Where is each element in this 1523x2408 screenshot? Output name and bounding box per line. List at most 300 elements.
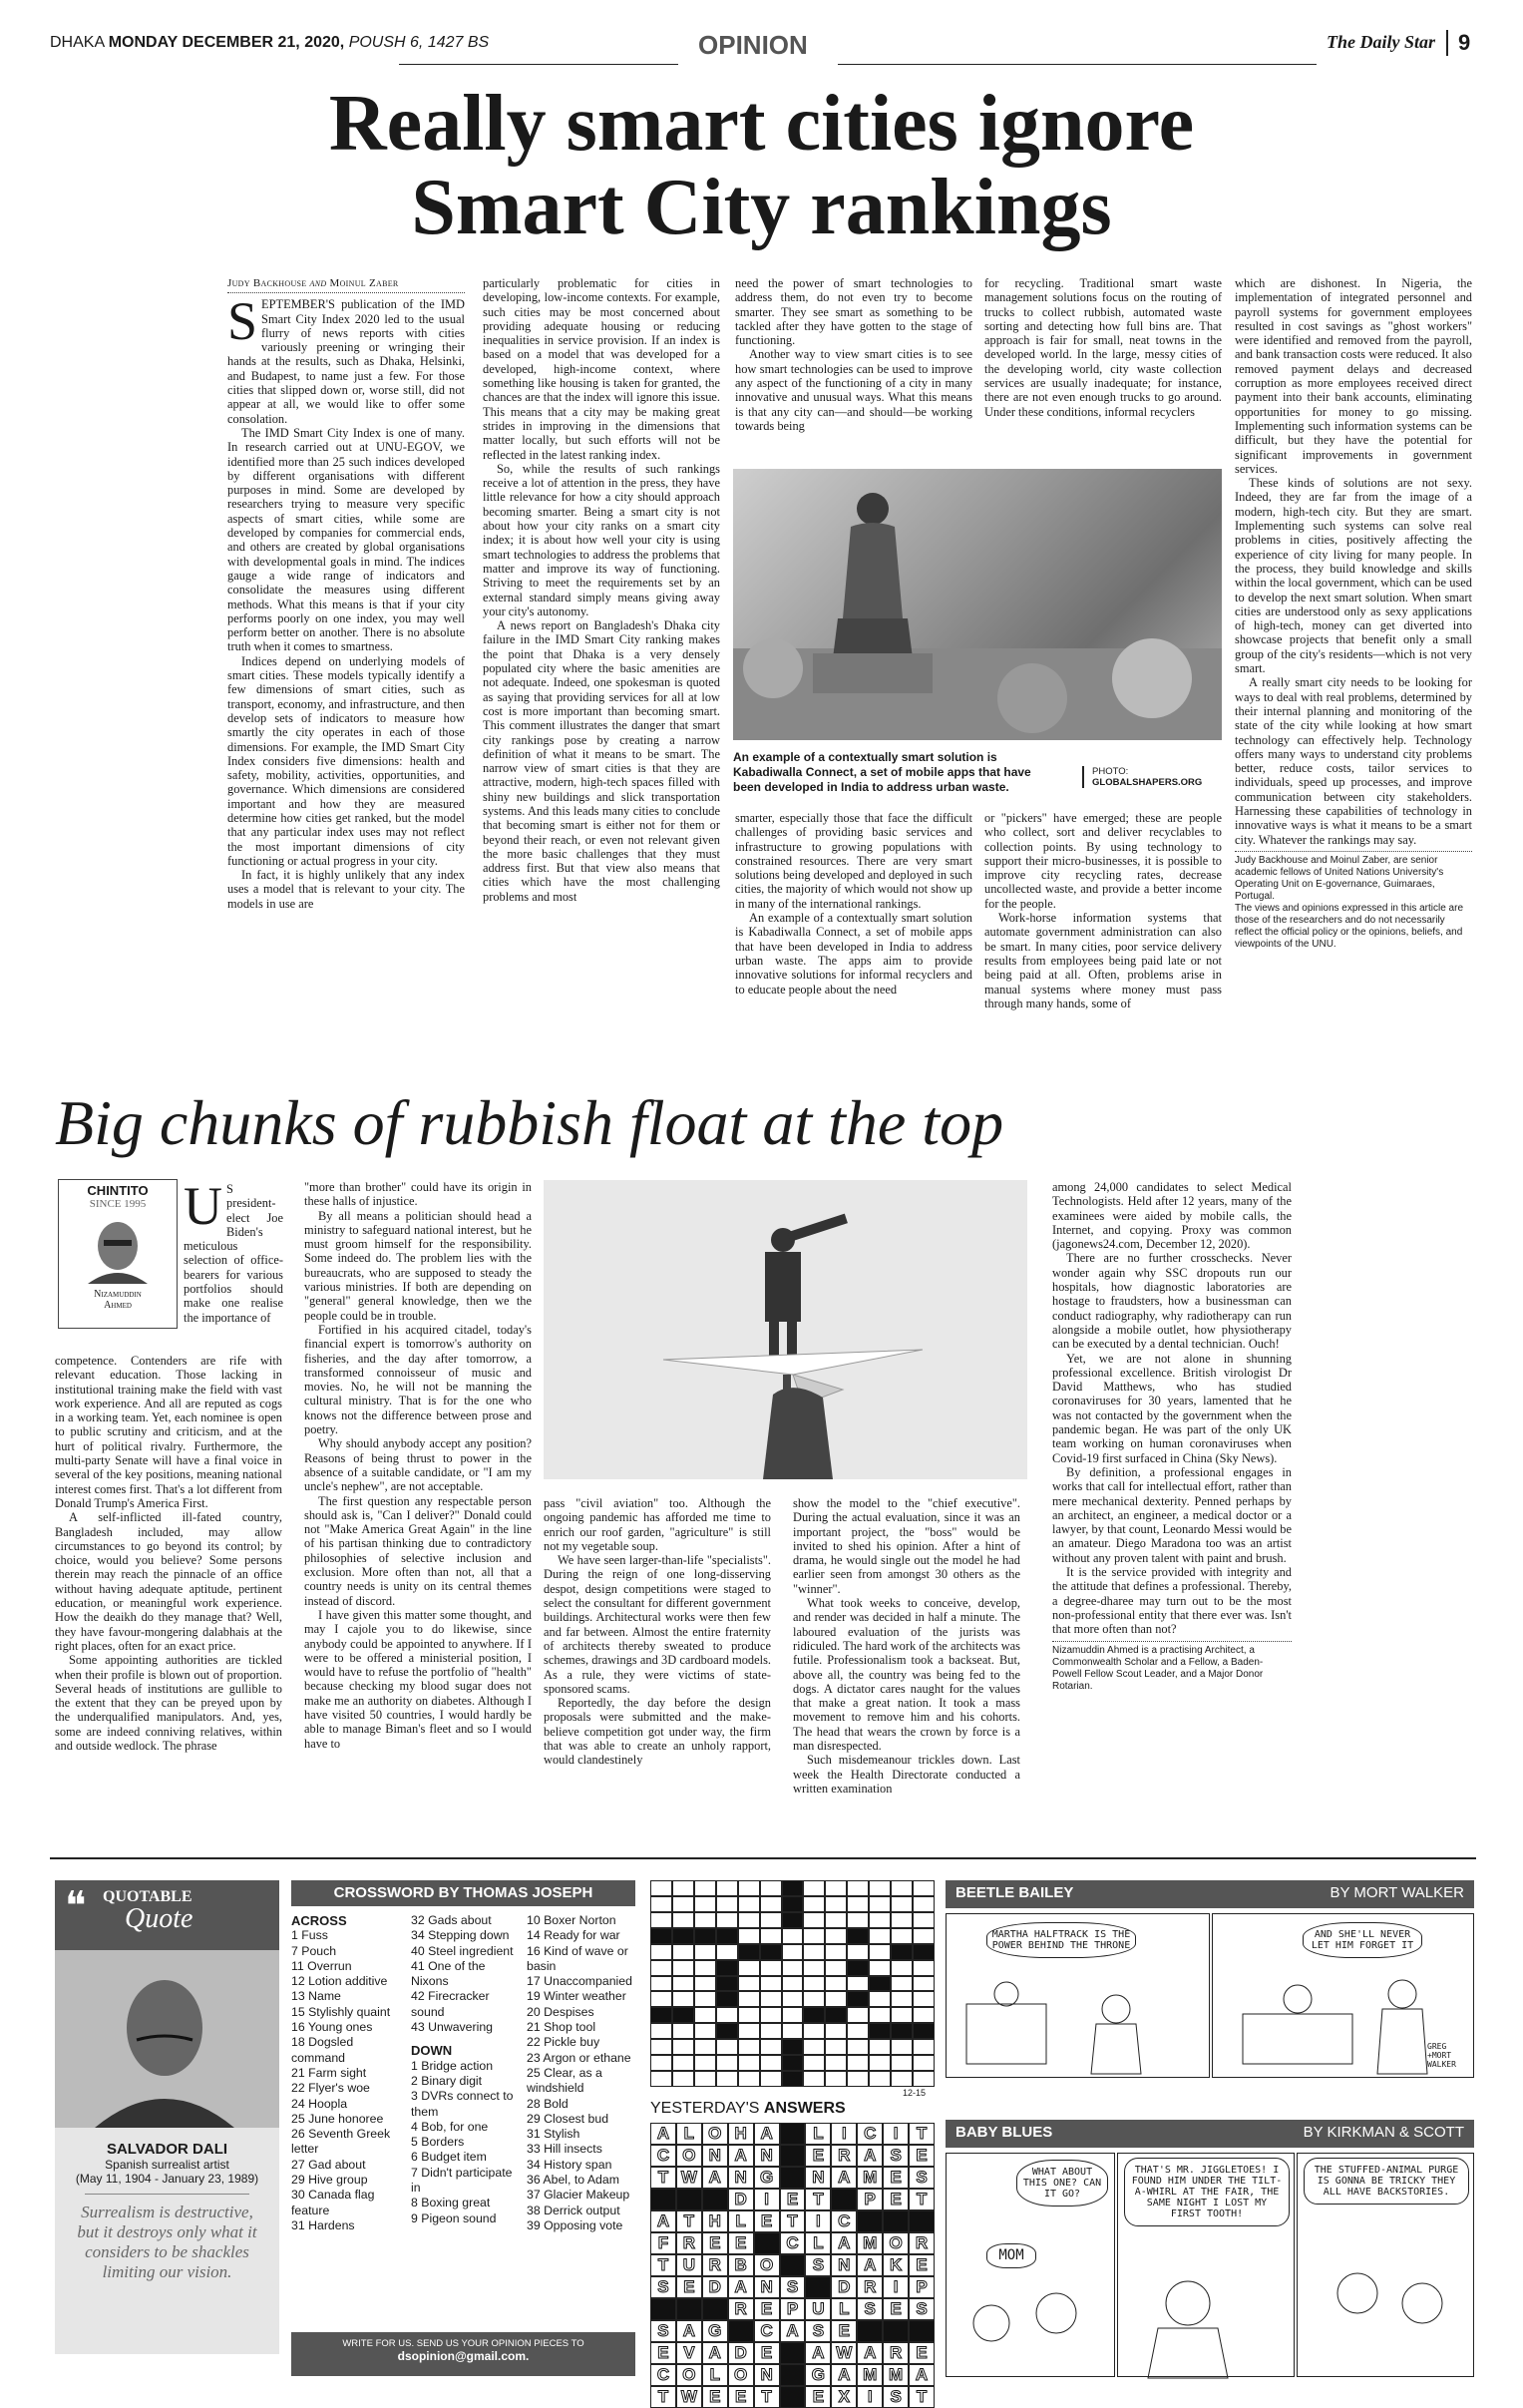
paragraph: which are dishonest. In Nigeria, the implementation of integrated personnel and payroll systems for government employees resulted in cost savings as "ghost workers" were identified and removed from the payroll, and bank transaction costs were reduced. It also removed payment delays and decreased corruption as more employees received direct payment into their bank accounts, eliminating opportunities for money to go missing. Implementing such information systems can be difficult, but they have the potential for significant improvements in government services. bbox=[1235, 276, 1472, 476]
crossword-cell[interactable] bbox=[782, 1928, 804, 1944]
article1-byline bbox=[227, 276, 465, 293]
crossword-cell[interactable] bbox=[672, 2023, 694, 2039]
crossword-cell[interactable] bbox=[825, 1912, 847, 1928]
answer-cell bbox=[909, 2320, 935, 2342]
crossword-cell[interactable] bbox=[803, 2039, 825, 2055]
crossword-cell[interactable] bbox=[738, 1880, 760, 1896]
crossword-cell[interactable] bbox=[825, 2055, 847, 2071]
crossword-cell[interactable] bbox=[913, 1991, 935, 2007]
crossword-cell[interactable] bbox=[869, 2055, 891, 2071]
clue: 30 Canada flag feature bbox=[291, 2188, 375, 2217]
answer-cell: M bbox=[857, 2167, 883, 2189]
paragraph: competence. Contenders are rife with relevant education. Those lacking in institutional training make the field with vast work experience. And all are reputed as cogs in a working team. Yet, each nominee is open to public scrutiny and criticism, and at the hurt of political rivalry. Furthermore, the multi-party Senate will have a final voice in several of the key positions, meaning national interest comes first. That's a lot different from Donald Trump's America First. bbox=[55, 1354, 282, 1510]
crossword-cell[interactable] bbox=[694, 2007, 716, 2023]
crossword-cell[interactable] bbox=[782, 1944, 804, 1960]
crossword-cell[interactable] bbox=[869, 1944, 891, 1960]
answer-cell: O bbox=[676, 2364, 702, 2386]
crossword-cell[interactable] bbox=[803, 1880, 825, 1896]
crossword-cell[interactable] bbox=[825, 1928, 847, 1944]
answer-cell bbox=[909, 2210, 935, 2232]
crossword-cell[interactable] bbox=[738, 1991, 760, 2007]
crossword-cell[interactable] bbox=[803, 1991, 825, 2007]
crossword-cell[interactable] bbox=[694, 1960, 716, 1976]
crossword-cell[interactable] bbox=[650, 2055, 672, 2071]
author-b: Moinul Zaber bbox=[329, 277, 399, 289]
crossword-cell bbox=[782, 2039, 804, 2055]
crossword-cell[interactable] bbox=[803, 1960, 825, 1976]
crossword-cell[interactable] bbox=[760, 2039, 782, 2055]
clue: 4 Bob, for one bbox=[411, 2119, 489, 2134]
crossword-cell[interactable] bbox=[694, 2039, 716, 2055]
crossword-cell[interactable] bbox=[825, 1960, 847, 1976]
answer-cell: T bbox=[650, 2386, 676, 2408]
clue: 1 Fuss bbox=[291, 1928, 328, 1943]
crossword-cell[interactable] bbox=[716, 2055, 738, 2071]
crossword-cell[interactable] bbox=[891, 2055, 913, 2071]
paragraph: need the power of smart technologies to address them, do not even try to become smarter. They see smart as something to be tackled after they have gotten to the stage of functioning. bbox=[735, 276, 972, 348]
crossword-cell[interactable] bbox=[803, 1912, 825, 1928]
answer-cell: N bbox=[805, 2167, 831, 2189]
crossword-cell[interactable] bbox=[847, 1944, 869, 1960]
masthead-logo: The Daily Star bbox=[1327, 32, 1436, 52]
crossword-cell[interactable] bbox=[694, 1896, 716, 1912]
answer-cell: A bbox=[702, 2167, 728, 2189]
crossword-cell bbox=[847, 1960, 869, 1976]
speech-bubble: THE STUFFED-ANIMAL PURGE IS GONNA BE TRICKY THEY ALL HAVE BACKSTORIES. bbox=[1304, 2158, 1469, 2205]
crossword-cell[interactable] bbox=[891, 2071, 913, 2087]
crossword-cell[interactable] bbox=[913, 2007, 935, 2023]
crossword-cell[interactable] bbox=[891, 1928, 913, 1944]
crossword-header bbox=[291, 1880, 635, 1906]
answer-cell bbox=[805, 2276, 831, 2298]
paragraph bbox=[184, 1176, 283, 1325]
speech-bubble: WHAT ABOUT THIS ONE? CAN IT GO? bbox=[1016, 2160, 1108, 2207]
crossword-cell[interactable] bbox=[738, 1912, 760, 1928]
disclaimer: The views and opinions expressed in this article are those of the researchers and do not necessarily reflect the official policy or the opinions, beliefs, and viewpoints of the UNU. bbox=[1235, 902, 1464, 950]
answer-cell: D bbox=[728, 2189, 754, 2210]
crossword-cell[interactable] bbox=[913, 2071, 935, 2087]
crossword-cell[interactable] bbox=[847, 2023, 869, 2039]
crossword-cell[interactable] bbox=[694, 1991, 716, 2007]
across-label: ACROSS bbox=[291, 1913, 347, 1928]
crossword-cell[interactable] bbox=[891, 2039, 913, 2055]
answer-cell: E bbox=[728, 2232, 754, 2254]
answer-cell bbox=[650, 2189, 676, 2210]
answer-cell: E bbox=[780, 2189, 806, 2210]
article1-headline bbox=[0, 82, 1523, 249]
crossword-cell[interactable] bbox=[782, 1991, 804, 2007]
clue: 16 Young ones bbox=[291, 2020, 373, 2035]
crossword-cell[interactable] bbox=[891, 1960, 913, 1976]
paragraph: So, while the results of such rankings receive a lot of attention in the press, they have little relevance for how a city should approach becoming smarter. Being a smart city is not about how your city ranks on a smart city index; it is about how well your city is using smart technologies to address the problems that matter and improve its way of functioning. Striving to meet the requirements set by an external standard simply means giving away your city's autonomy. bbox=[483, 461, 720, 618]
answer-cell: M bbox=[857, 2364, 883, 2386]
clue: 21 Farm sight bbox=[291, 2065, 367, 2080]
answer-cell: S bbox=[650, 2320, 676, 2342]
crossword-cell[interactable] bbox=[869, 1991, 891, 2007]
answer-cell bbox=[831, 2189, 857, 2210]
author-name-2: Ahmed bbox=[104, 1300, 132, 1311]
crossword-cell[interactable] bbox=[847, 2071, 869, 2087]
crossword-cell[interactable] bbox=[825, 1991, 847, 2007]
crossword-cell[interactable] bbox=[847, 2007, 869, 2023]
crossword-cell[interactable] bbox=[738, 2039, 760, 2055]
crossword-cell bbox=[672, 1928, 694, 1944]
crossword-grid[interactable] bbox=[650, 1880, 935, 2087]
clue: 43 Unwavering bbox=[411, 2020, 494, 2035]
answer-cell: C bbox=[754, 2320, 780, 2342]
crossword-cell[interactable] bbox=[716, 1912, 738, 1928]
crossword-cell[interactable] bbox=[891, 1880, 913, 1896]
answer-cell: S bbox=[909, 2298, 935, 2320]
write-for-us-text: WRITE FOR US. SEND US YOUR OPINION PIECES TO bbox=[342, 2338, 584, 2349]
article1-col4 bbox=[984, 276, 1222, 419]
paragraph: Reportedly, the day before the design proposals were submitted and the make-believe competition got under way, the firm that was able to create an unholy rapport, would clandestinely bbox=[544, 1696, 771, 1768]
clue: 41 One of the Nixons bbox=[411, 1958, 486, 1989]
crossword-cell[interactable] bbox=[650, 1991, 672, 2007]
crossword-cell[interactable] bbox=[803, 1896, 825, 1912]
article2-illustration bbox=[544, 1180, 1027, 1479]
crossword-cell[interactable] bbox=[803, 2023, 825, 2039]
answer-cell: L bbox=[805, 2123, 831, 2145]
answer-cell: T bbox=[650, 2254, 676, 2276]
crossword-cell[interactable] bbox=[694, 1912, 716, 1928]
crossword-cell[interactable] bbox=[694, 2071, 716, 2087]
crossword-cell bbox=[650, 1928, 672, 1944]
crossword-cell bbox=[847, 1928, 869, 1944]
crossword-cell[interactable] bbox=[891, 2007, 913, 2023]
crossword-cell[interactable] bbox=[716, 1880, 738, 1896]
speech-bubble: MARTHA HALFTRACK IS THE POWER BEHIND THE THRONE bbox=[986, 1922, 1136, 1958]
answer-cell: E bbox=[650, 2342, 676, 2364]
crossword-cell[interactable] bbox=[891, 1912, 913, 1928]
crossword-cell[interactable] bbox=[716, 2071, 738, 2087]
answer-cell: E bbox=[754, 2342, 780, 2364]
crossword-cell bbox=[716, 1928, 738, 1944]
answer-cell: I bbox=[883, 2123, 909, 2145]
crossword-cell[interactable] bbox=[782, 2023, 804, 2039]
quote-divider bbox=[85, 2194, 249, 2195]
crossword-cell[interactable] bbox=[650, 1944, 672, 1960]
clue: 21 Shop tool bbox=[527, 2020, 596, 2035]
crossword-cell[interactable] bbox=[847, 2039, 869, 2055]
crossword-cell[interactable] bbox=[650, 2023, 672, 2039]
crossword-cell[interactable] bbox=[913, 2039, 935, 2055]
crossword-cell bbox=[694, 1928, 716, 1944]
crossword-cell[interactable] bbox=[738, 1960, 760, 1976]
answer-cell: S bbox=[909, 2167, 935, 2189]
quote-text: Surrealism is destructive, but it destroys only what it considers to be shackles limiting our vision. bbox=[77, 2203, 257, 2281]
answer-cell bbox=[780, 2145, 806, 2167]
answer-cell: S bbox=[805, 2254, 831, 2276]
answer-cell: A bbox=[857, 2145, 883, 2167]
answer-cell: I bbox=[857, 2386, 883, 2408]
yesterday-label: YESTERDAY'S bbox=[650, 2100, 760, 2117]
crossword-cell[interactable] bbox=[891, 1896, 913, 1912]
answer-cell: E bbox=[909, 2254, 935, 2276]
crossword-cell[interactable] bbox=[760, 2007, 782, 2023]
crossword-cell[interactable] bbox=[803, 1928, 825, 1944]
crossword-cell[interactable] bbox=[913, 1928, 935, 1944]
crossword-cell[interactable] bbox=[716, 2007, 738, 2023]
crossword-cell[interactable] bbox=[913, 1912, 935, 1928]
crossword-cell[interactable] bbox=[782, 1960, 804, 1976]
crossword-cell[interactable] bbox=[672, 2039, 694, 2055]
answer-cell: E bbox=[728, 2386, 754, 2408]
crossword-cell[interactable] bbox=[803, 1976, 825, 1992]
crossword-cell[interactable] bbox=[803, 1944, 825, 1960]
baby-panel-3 bbox=[1297, 2153, 1474, 2377]
crossword-cell[interactable] bbox=[694, 1944, 716, 1960]
crossword-cell[interactable] bbox=[869, 1912, 891, 1928]
crossword-cell[interactable] bbox=[694, 2055, 716, 2071]
clue: 1 Bridge action bbox=[411, 2058, 494, 2073]
clue: 40 Steel ingredient bbox=[411, 1943, 514, 1958]
clue: 20 Despises bbox=[527, 2004, 594, 2019]
crossword-cell[interactable] bbox=[716, 1896, 738, 1912]
crossword-cell[interactable] bbox=[913, 1880, 935, 1896]
crossword-cell[interactable] bbox=[672, 1991, 694, 2007]
answer-cell: C bbox=[857, 2123, 883, 2145]
crossword-cell[interactable] bbox=[847, 1896, 869, 1912]
crossword-cell[interactable] bbox=[738, 2071, 760, 2087]
clue: 37 Glacier Makeup bbox=[527, 2188, 630, 2203]
write-for-us-email[interactable]: dsopinion@gmail.com. bbox=[397, 2349, 530, 2363]
crossword-cell[interactable] bbox=[672, 2055, 694, 2071]
crossword-cell[interactable] bbox=[869, 2007, 891, 2023]
crossword-cell[interactable] bbox=[738, 2023, 760, 2039]
crossword-cell[interactable] bbox=[869, 1928, 891, 1944]
crossword-cell[interactable] bbox=[650, 1912, 672, 1928]
clue: 19 Winter weather bbox=[527, 1989, 626, 2004]
paragraph: By definition, a professional engages in works that call for intellectual effort, rather than mere mechanical dexterity. Penned perhaps by an architect, an engineer, a medical doctor or a lawyer, by that count, Leonardo Messi would be an amateur. Diego Maradona too was an artist without any proven talent with paint and brush. bbox=[1052, 1464, 1292, 1565]
crossword-cell[interactable] bbox=[803, 2071, 825, 2087]
answer-cell: I bbox=[831, 2123, 857, 2145]
article2-col2 bbox=[304, 1180, 532, 1751]
answer-cell: S bbox=[650, 2276, 676, 2298]
answer-cell: R bbox=[728, 2298, 754, 2320]
column-name: CHINTITO bbox=[87, 1183, 149, 1198]
answer-cell: C bbox=[650, 2145, 676, 2167]
crossword-cell[interactable] bbox=[782, 1976, 804, 1992]
clues-col2 bbox=[411, 1913, 521, 2226]
answer-cell bbox=[780, 2123, 806, 2145]
crossword-cell[interactable] bbox=[672, 1976, 694, 1992]
crossword-cell[interactable] bbox=[672, 1896, 694, 1912]
crossword-cell[interactable] bbox=[869, 1896, 891, 1912]
crossword-cell[interactable] bbox=[869, 1880, 891, 1896]
answer-cell: D bbox=[728, 2342, 754, 2364]
crossword-cell[interactable] bbox=[869, 1960, 891, 1976]
crossword-cell[interactable] bbox=[913, 2055, 935, 2071]
crossword-cell[interactable] bbox=[694, 1880, 716, 1896]
paragraph: There are no further crosschecks. Never wonder again why SSC dropouts run our hospitals, how diagnostic laboratories are hostage to fraudsters, how a businessman can conduct radiography, why radiotherapy can run alongside a mobile outlet, how physiotherapy can be executed by a dental technician. Ouch! bbox=[1052, 1251, 1292, 1352]
paragraph: A self-inflicted ill-fated country, Bangladesh included, may allow circumstances to go beyond its control; by choice, would you believe? Some persons therein may reach the pinnacle of an office without having adequate aptitude, pertinent education, or meaningful work experience. How the deaikh do they manage that? Well, they have favour-mongering dalabhais at the right places, often for an exact price. bbox=[55, 1510, 282, 1653]
crossword-date-code: 12-15 bbox=[903, 2088, 927, 2098]
column-logo-box bbox=[58, 1179, 178, 1329]
crossword-cell[interactable] bbox=[760, 2055, 782, 2071]
crossword-cell[interactable] bbox=[760, 2023, 782, 2039]
clue: 31 Hardens bbox=[291, 2217, 355, 2232]
answer-cell: B bbox=[728, 2254, 754, 2276]
clue: 5 Borders bbox=[411, 2135, 465, 2150]
crossword-cell[interactable] bbox=[760, 1928, 782, 1944]
crossword-cell[interactable] bbox=[825, 2039, 847, 2055]
clue: 3 DVRs connect to them bbox=[411, 2089, 514, 2119]
down-label: DOWN bbox=[411, 2043, 453, 2059]
answer-cell bbox=[883, 2320, 909, 2342]
crossword-cell[interactable] bbox=[847, 2055, 869, 2071]
crossword-cell[interactable] bbox=[913, 1976, 935, 1992]
crossword-cell[interactable] bbox=[650, 1896, 672, 1912]
beetle-bailey-header bbox=[946, 1880, 1474, 1908]
answer-cell: T bbox=[754, 2386, 780, 2408]
answer-cell: A bbox=[831, 2364, 857, 2386]
crossword-cell[interactable] bbox=[694, 2023, 716, 2039]
quote-header bbox=[55, 1880, 279, 1950]
answer-cell: L bbox=[676, 2123, 702, 2145]
crossword-cell[interactable] bbox=[650, 1976, 672, 1992]
paragraph: By all means a politician should head a ministry to safeguard national interest, but he must groom himself for the responsibility. Some indeed do. The problem lies with the bureaucrats, who are supposed to steady the various ministries. If both are depending on "general" general knowledge, then we the people could be in trouble. bbox=[304, 1208, 532, 1323]
answer-cell: I bbox=[754, 2189, 780, 2210]
dropcap: S bbox=[227, 291, 258, 352]
clue: 17 Unaccompanied bbox=[527, 1974, 632, 1989]
crossword-cell[interactable] bbox=[869, 2039, 891, 2055]
clue: 8 Boxing great bbox=[411, 2196, 491, 2210]
crossword-cell[interactable] bbox=[672, 2071, 694, 2087]
answer-cell: A bbox=[728, 2145, 754, 2167]
answer-cell: S bbox=[805, 2320, 831, 2342]
answer-cell: A bbox=[702, 2342, 728, 2364]
answer-cell: C bbox=[780, 2232, 806, 2254]
crossword-cell[interactable] bbox=[891, 1991, 913, 2007]
answer-cell: O bbox=[676, 2145, 702, 2167]
crossword-cell[interactable] bbox=[825, 1976, 847, 1992]
crossword-cell[interactable] bbox=[672, 1912, 694, 1928]
crossword-cell[interactable] bbox=[913, 1960, 935, 1976]
dateline bbox=[50, 34, 489, 52]
crossword-cell[interactable] bbox=[716, 2039, 738, 2055]
crossword-cell[interactable] bbox=[672, 1944, 694, 1960]
answer-cell: V bbox=[676, 2342, 702, 2364]
crossword-cell[interactable] bbox=[825, 1880, 847, 1896]
answer-cell: O bbox=[883, 2232, 909, 2254]
crossword-cell[interactable] bbox=[738, 1896, 760, 1912]
speech-bubble: MOM bbox=[986, 2243, 1036, 2268]
crossword-cell[interactable] bbox=[650, 1960, 672, 1976]
answer-cell: L bbox=[831, 2298, 857, 2320]
down-clues-3 bbox=[527, 1913, 638, 2233]
crossword-cell[interactable] bbox=[738, 1928, 760, 1944]
crossword-cell[interactable] bbox=[760, 1976, 782, 1992]
answer-cell: C bbox=[831, 2210, 857, 2232]
crossword-cell[interactable] bbox=[782, 2007, 804, 2023]
crossword-cell[interactable] bbox=[913, 1896, 935, 1912]
clues-col1 bbox=[291, 1913, 406, 2233]
answer-cell bbox=[883, 2210, 909, 2232]
write-for-us-box bbox=[291, 2332, 635, 2376]
crossword-cell[interactable] bbox=[760, 1960, 782, 1976]
crossword-cell[interactable] bbox=[760, 1991, 782, 2007]
answer-cell: O bbox=[754, 2254, 780, 2276]
crossword-cell[interactable] bbox=[891, 1976, 913, 1992]
crossword-cell[interactable] bbox=[847, 1976, 869, 1992]
crossword-cell[interactable] bbox=[760, 2071, 782, 2087]
crossword-cell[interactable] bbox=[825, 2023, 847, 2039]
crossword-cell[interactable] bbox=[650, 1880, 672, 1896]
crossword-cell[interactable] bbox=[847, 1912, 869, 1928]
crossword-cell[interactable] bbox=[694, 1976, 716, 1992]
answer-cell: C bbox=[650, 2364, 676, 2386]
quote-mark-icon: ❝ bbox=[65, 1883, 87, 1928]
clue: 36 Abel, to Adam bbox=[527, 2173, 619, 2188]
crossword-cell[interactable] bbox=[825, 1896, 847, 1912]
answer-cell: P bbox=[909, 2276, 935, 2298]
clue: 39 Opposing vote bbox=[527, 2217, 623, 2232]
crossword-cell[interactable] bbox=[760, 1912, 782, 1928]
answer-cell: G bbox=[805, 2364, 831, 2386]
article2-col1-lead bbox=[184, 1176, 283, 1325]
crossword-cell[interactable] bbox=[760, 1880, 782, 1896]
author-note: Judy Backhouse and Moinul Zaber, are senior academic fellows of United Nations University's Operating Unit on E-governance, Guimaraes, Portugal. bbox=[1235, 854, 1444, 902]
answer-cell: M bbox=[883, 2364, 909, 2386]
paragraph: or "pickers" have emerged; these are people who collect, sort and deliver recyclables to collection points. By using technology to support their micro-businesses, it is possible to improve city recycling rates, decrease uncollected waste, and provide a better income for the people. bbox=[984, 811, 1222, 911]
paragraph: Another way to view smart cities is to see how smart technologies can be used to improve any aspect of the functioning of a city in many innovative and unusual ways. What this means is that any city can—and should—be working towards being bbox=[735, 347, 972, 433]
crossword-cell[interactable] bbox=[672, 1960, 694, 1976]
photo-illustration bbox=[733, 469, 1222, 740]
clue: 29 Closest bud bbox=[527, 2111, 609, 2126]
crossword-cell[interactable] bbox=[738, 2055, 760, 2071]
answer-cell bbox=[857, 2320, 883, 2342]
article2-col4 bbox=[793, 1496, 1020, 1796]
paragraph: These kinds of solutions are not sexy. Indeed, they are far from the image of a modern, high-tech city. But they are smart. Implementing such systems can solve real problems in cities, positively affecting the experience of city living for many people. In the process, they build knowledge and skills within the local government, which can be used to develop the next smart solution. When smart cities are understood only as sexy applications of high-tech, money can get diverted into showcase projects that benefit only a small group of the city's residents—which is not very smart. bbox=[1235, 476, 1472, 676]
answer-cell: M bbox=[857, 2232, 883, 2254]
crossword-cell[interactable] bbox=[738, 2007, 760, 2023]
answer-cell bbox=[650, 2298, 676, 2320]
answers-grid bbox=[650, 2123, 935, 2406]
answer-cell: E bbox=[909, 2342, 935, 2364]
clue: 28 Bold bbox=[527, 2096, 569, 2111]
clue: 14 Ready for war bbox=[527, 1928, 620, 1943]
paragraph: among 24,000 candidates to select Medical Technologists. Held after 12 years, many of the examinees were aided by mobile calls, the Internet, and copying. Proxy was common (jagonews24.com, December 12, 2020). bbox=[1052, 1180, 1292, 1252]
crossword-cell bbox=[782, 1896, 804, 1912]
paragraph: "more than brother" could have its origin in these halls of injustice. bbox=[304, 1180, 532, 1209]
crossword-cell[interactable] bbox=[869, 2071, 891, 2087]
answer-cell: R bbox=[909, 2232, 935, 2254]
answer-cell bbox=[702, 2298, 728, 2320]
crossword-cell[interactable] bbox=[760, 1896, 782, 1912]
answer-cell: U bbox=[805, 2298, 831, 2320]
crossword-cell[interactable] bbox=[738, 1976, 760, 1992]
crossword-cell[interactable] bbox=[650, 2039, 672, 2055]
speech-bubble: THAT'S MR. JIGGLETOES! I FOUND HIM UNDER THE TILT-A-WHIRL AT THE FAIR, THE SAME NIGHT I LOST MY FIRST TOOTH! bbox=[1124, 2158, 1290, 2226]
crossword-cell[interactable] bbox=[803, 2055, 825, 2071]
crossword-cell[interactable] bbox=[716, 1944, 738, 1960]
yesterday-answers-title bbox=[650, 2100, 846, 2118]
beetle-author: BY MORT WALKER bbox=[1330, 1884, 1464, 1901]
clue: 22 Pickle buy bbox=[527, 2035, 600, 2050]
crossword-cell[interactable] bbox=[825, 1944, 847, 1960]
photo-caption: An example of a contextually smart solution is Kabadiwalla Connect, a set of mobile apps that have been developed in India to address urban waste. bbox=[733, 750, 1031, 794]
crossword-cell[interactable] bbox=[825, 2071, 847, 2087]
crossword-cell bbox=[869, 2023, 891, 2039]
answer-cell: T bbox=[676, 2210, 702, 2232]
crossword-cell[interactable] bbox=[650, 2071, 672, 2087]
answer-cell: E bbox=[754, 2210, 780, 2232]
crossword-cell[interactable] bbox=[672, 1880, 694, 1896]
article1-col3b bbox=[735, 811, 972, 997]
crossword-cell[interactable] bbox=[847, 1880, 869, 1896]
dateline-date: MONDAY DECEMBER 21, 2020, bbox=[108, 34, 345, 51]
